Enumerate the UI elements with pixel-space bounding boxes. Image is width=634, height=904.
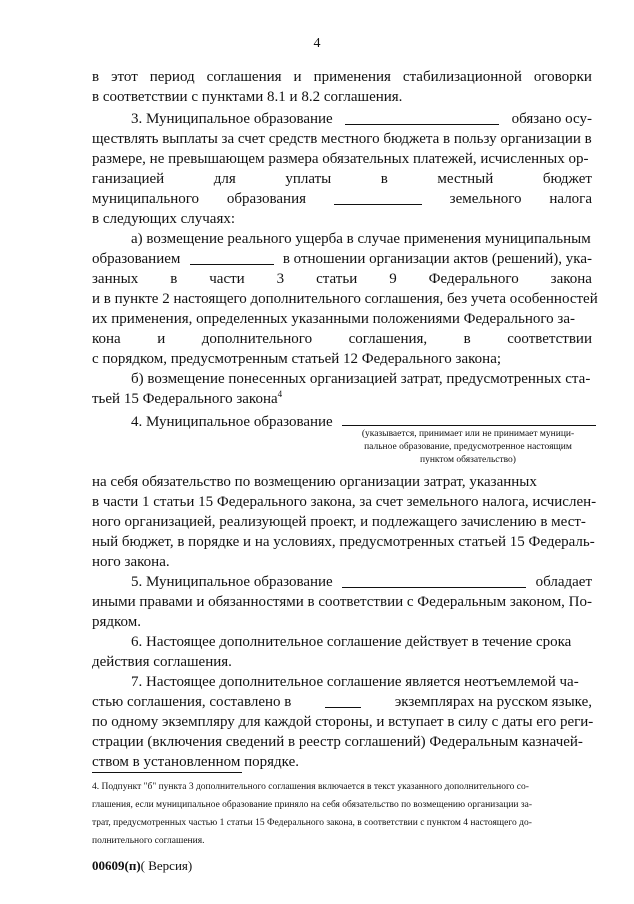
word: в <box>380 171 388 187</box>
text-line: и в пункте 2 настоящего дополнительного соглашения, без учета особенностей <box>92 291 598 307</box>
text-line <box>92 390 592 409</box>
text-line: размере, не превышающем размера обязательных платежей, исчисленных ор- <box>92 151 589 167</box>
blank-field[interactable] <box>345 110 499 125</box>
text-line: ный бюджет, в порядке и на условиях, предусмотренных статьей 15 Федераль- <box>92 534 595 550</box>
text-fragment: муниципального <box>92 191 200 207</box>
text-line <box>92 693 592 712</box>
word: соглашения <box>206 69 282 85</box>
document-code <box>92 858 192 874</box>
text-line: 6. Настоящее дополнительное соглашение действует в течение срока <box>131 634 572 650</box>
field-hint: пунктом обязательство) <box>420 455 516 465</box>
word: применения <box>313 69 391 85</box>
text-line: б) возмещение понесенных организацией затрат, предусмотренных ста- <box>131 371 591 387</box>
text-line <box>92 270 592 289</box>
text-fragment: образования <box>226 191 307 207</box>
text-line: ного закона. <box>92 554 170 570</box>
word: кона <box>92 331 121 347</box>
document-version: ( Версия) <box>140 858 193 873</box>
word: в <box>92 69 100 85</box>
word: бюджет <box>542 171 592 187</box>
text-line <box>92 68 592 87</box>
text-fragment: 3. Муниципальное образование <box>131 111 333 127</box>
word: и <box>293 69 302 85</box>
footnote-line: глашения, если муниципальное образование приняло на себя обязательство по возмещению организации за- <box>92 800 532 810</box>
word: части <box>209 271 245 287</box>
text-line: ществлять выплаты за счет средств местного бюджета в пользу организации в <box>92 131 592 147</box>
text-fragment: в отношении организации актов (решений), ука- <box>282 251 592 267</box>
blank-field[interactable] <box>190 250 274 265</box>
text-line: по одному экземпляру для каждой стороны, и вступает в силу с даты его реги- <box>92 714 594 730</box>
footnote-line: полнительного соглашения. <box>92 836 205 846</box>
text-line: а) возмещение реального ущерба в случае применения муниципальным <box>131 231 591 247</box>
blank-field[interactable] <box>342 573 526 588</box>
word: ганизацией <box>92 171 165 187</box>
word: соглашения, <box>348 331 428 347</box>
word: статьи <box>316 271 358 287</box>
footnote-line: трат, предусмотренных частью 1 статьи 15 Федерального закона, в соответствии с пунктом 4 настоящего до- <box>92 818 532 828</box>
text-fragment: 5. Муниципальное образование <box>131 574 333 590</box>
word: в <box>463 331 471 347</box>
text-fragment: стью соглашения, составлено в <box>92 694 292 710</box>
footnote-separator <box>92 772 242 773</box>
field-hint: (указывается, принимает или не принимает муници- <box>361 429 575 439</box>
word: дополнительного <box>201 331 313 347</box>
blank-field[interactable] <box>334 190 422 205</box>
word: оговорки <box>533 69 592 85</box>
word: в <box>170 271 178 287</box>
text-line: рядком. <box>92 614 142 630</box>
text-line: ством в установленном порядке. <box>92 754 299 770</box>
text-fragment: земельного <box>449 191 522 207</box>
word: Федерального <box>428 271 519 287</box>
blank-field[interactable] <box>342 411 596 426</box>
footnote-ref[interactable]: 4 <box>277 389 283 399</box>
word: занных <box>92 271 139 287</box>
text-line: действия соглашения. <box>92 654 232 670</box>
word: и <box>157 331 166 347</box>
word: для <box>213 171 236 187</box>
text-line: в следующих случаях: <box>92 211 236 227</box>
word: период <box>149 69 195 85</box>
text-fragment: налога <box>549 191 592 207</box>
text-line: страции (включения сведений в реестр соглашений) Федеральным казначей- <box>92 734 583 750</box>
word: этот <box>111 69 138 85</box>
word: соответствии <box>507 331 592 347</box>
text-line <box>92 330 592 349</box>
footnote-line: 4. Подпункт "б" пункта 3 дополнительного соглашения включается в текст указанного дополнительного со- <box>92 782 529 792</box>
text-line: на себя обязательство по возмещению организации затрат, указанных <box>92 474 537 490</box>
text-line: в соответствии с пунктами 8.1 и 8.2 соглашения. <box>92 89 403 105</box>
word: уплаты <box>285 171 332 187</box>
text-fragment: 4. Муниципальное образование <box>131 414 333 430</box>
text-line: иными правами и обязанностями в соответствии с Федеральным законом, По- <box>92 594 593 610</box>
blank-field[interactable] <box>325 693 361 708</box>
word: местный <box>437 171 494 187</box>
text-fragment: экземплярах на русском языке, <box>394 694 592 710</box>
word: закона <box>550 271 592 287</box>
clause-5-line <box>131 573 592 592</box>
text-fragment: обладает <box>535 574 592 590</box>
text-line: ного организацией, реализующей проект, и подлежащего зачислению в мест- <box>92 514 586 530</box>
text-line <box>92 190 592 209</box>
field-hint: пальное образование, предусмотренное настоящим <box>364 442 572 452</box>
text-line: в части 1 статьи 15 Федерального закона, за счет земельного налога, исчислен- <box>92 494 597 510</box>
text-line: 7. Настоящее дополнительное соглашение является неотъемлемой ча- <box>131 674 579 690</box>
word: 3 <box>276 271 285 287</box>
document-code-number: 00609(п) <box>92 858 141 873</box>
clause-3-line <box>131 110 592 129</box>
word: стабилизационной <box>402 69 522 85</box>
text-line: с порядком, предусмотренным статьей 12 Федерального закона; <box>92 351 502 367</box>
text-fragment: образованием <box>92 251 181 267</box>
text-line: их применения, определенных указанными положениями Федерального за- <box>92 311 575 327</box>
word: 9 <box>389 271 397 287</box>
text-fragment: обязано осу- <box>511 111 592 127</box>
text-line <box>92 170 592 189</box>
text-line <box>92 250 592 269</box>
page-number: 4 <box>313 36 321 51</box>
text-fragment: тьей 15 Федерального закона <box>92 391 278 407</box>
